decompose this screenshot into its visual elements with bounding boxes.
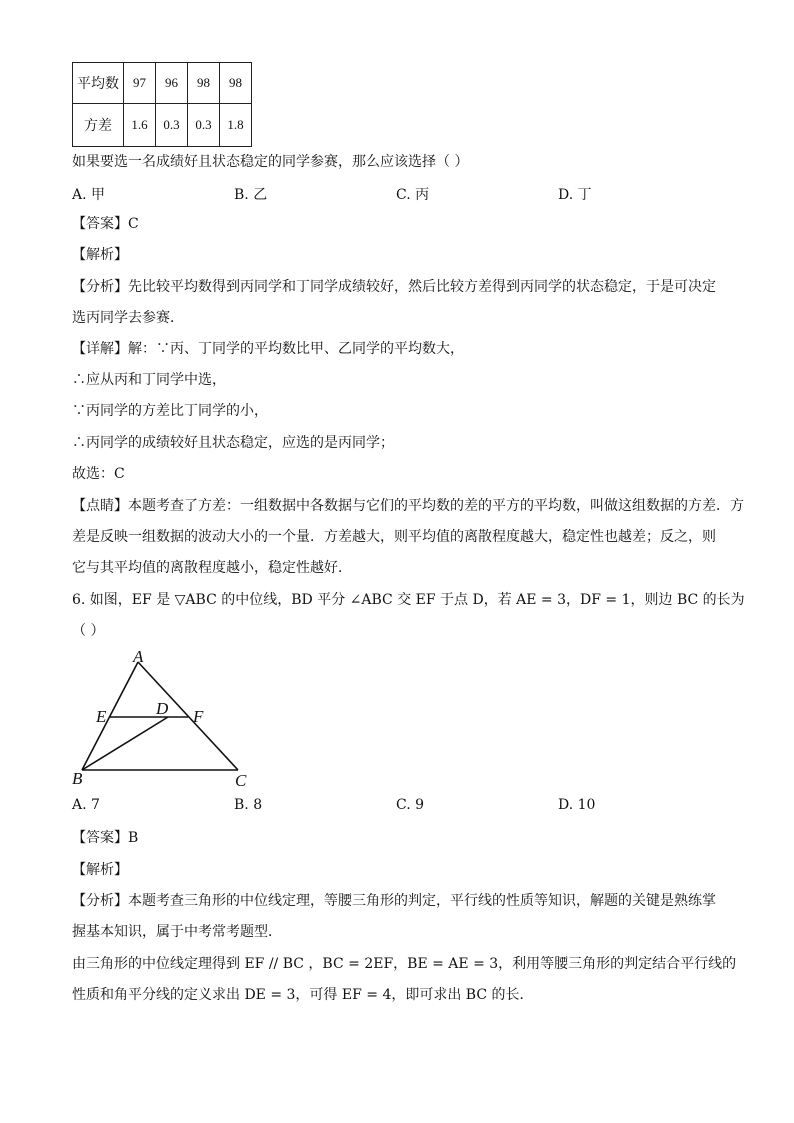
table-cell: 1.8 xyxy=(220,104,252,147)
q5-detail-line-4: ∴丙同学的成绩较好且状态稳定，应选的是丙同学； xyxy=(72,435,394,451)
q5-dianjing-line-3: 它与其平均值的离散程度越小，稳定性越好． xyxy=(72,560,352,576)
q6-answer: 【答案】B xyxy=(72,830,139,846)
label-a: A xyxy=(133,647,144,666)
q6-fenxi-line-1: 【分析】本题考查三角形的中位线定理，等腰三角形的判定，平行线的性质等知识，解题的关键是熟练掌 xyxy=(72,893,716,909)
table-header-variance: 方差 xyxy=(73,104,124,147)
q6-analysis-label: 【解析】 xyxy=(72,862,128,878)
label-e: E xyxy=(96,707,107,726)
table-cell: 98 xyxy=(220,63,252,104)
q6-fenxi-line-2: 握基本知识，属于中考常考题型． xyxy=(72,924,282,940)
q5-fenxi-line-2: 选丙同学去参赛． xyxy=(72,310,184,326)
table-row-mean xyxy=(73,63,252,104)
table-cell: 1.6 xyxy=(124,104,156,147)
q5-detail-line-3: ∵丙同学的方差比丁同学的小， xyxy=(72,403,268,419)
q5-stem: 如果要选一名成绩好且状态稳定的同学参赛，那么应该选择（ ） xyxy=(72,154,469,170)
q6-option-d: D. 10 xyxy=(558,797,596,813)
q5-answer: 【答案】C xyxy=(72,216,139,232)
triangle-figure xyxy=(60,640,280,800)
table-cell: 98 xyxy=(188,63,220,104)
q6-option-c: C. 9 xyxy=(396,797,425,813)
table-cell: 97 xyxy=(124,63,156,104)
label-d: D xyxy=(156,699,169,718)
label-b: B xyxy=(72,769,83,788)
q5-dianjing-line-1: 【点睛】本题考查了方差：一组数据中各数据与它们的平均数的差的平方的平均数，叫做这组数据的方差．方 xyxy=(72,498,744,514)
q6-option-a: A. 7 xyxy=(72,797,100,813)
stats-table xyxy=(72,62,252,147)
table-row-variance xyxy=(73,104,252,147)
q6-stem-line-2: （ ） xyxy=(72,623,105,639)
q5-analysis-label: 【解析】 xyxy=(72,247,128,263)
table-cell: 96 xyxy=(156,63,188,104)
label-c: C xyxy=(235,771,247,790)
q6-option-b: B. 8 xyxy=(234,797,263,813)
table-header-mean: 平均数 xyxy=(73,63,124,104)
q6-explanation-line-2: 性质和角平分线的定义求出 DE = 3，可得 EF = 4，即可求出 BC 的长． xyxy=(72,987,534,1003)
q5-option-a: A. 甲 xyxy=(72,187,106,203)
q5-option-c: C. 丙 xyxy=(396,187,430,203)
q5-detail-line-5: 故选：C xyxy=(72,466,125,482)
q5-dianjing-line-2: 差是反映一组数据的波动大小的一个量．方差越大，则平均值的离散程度越大，稳定性也越差；反之，则 xyxy=(72,529,716,545)
q5-option-b: B. 乙 xyxy=(234,187,268,203)
table-cell: 0.3 xyxy=(188,104,220,147)
q5-option-d: D. 丁 xyxy=(558,187,592,203)
q6-stem-line-1: 6. 如图，EF 是 ▽ABC 的中位线，BD 平分 ∠ABC 交 EF 于点 D，若 AE = 3，DF = 1，则边 BC 的长为 xyxy=(72,592,745,608)
q5-fenxi-line-1: 【分析】先比较平均数得到丙同学和丁同学成绩较好，然后比较方差得到丙同学的状态稳定，于是可决定 xyxy=(72,279,716,295)
q5-detail-line-1: 【详解】解：∵丙、丁同学的平均数比甲、乙同学的平均数大， xyxy=(72,341,464,357)
label-f: F xyxy=(193,707,204,726)
table-cell: 0.3 xyxy=(156,104,188,147)
q6-explanation-line-1: 由三角形的中位线定理得到 EF // BC ，BC = 2EF，BE = AE = 3，利用等腰三角形的判定结合平行线的 xyxy=(72,956,737,972)
side-ab xyxy=(82,662,138,770)
q5-detail-line-2: ∴应从丙和丁同学中选， xyxy=(72,372,226,388)
side-ac xyxy=(138,662,238,770)
